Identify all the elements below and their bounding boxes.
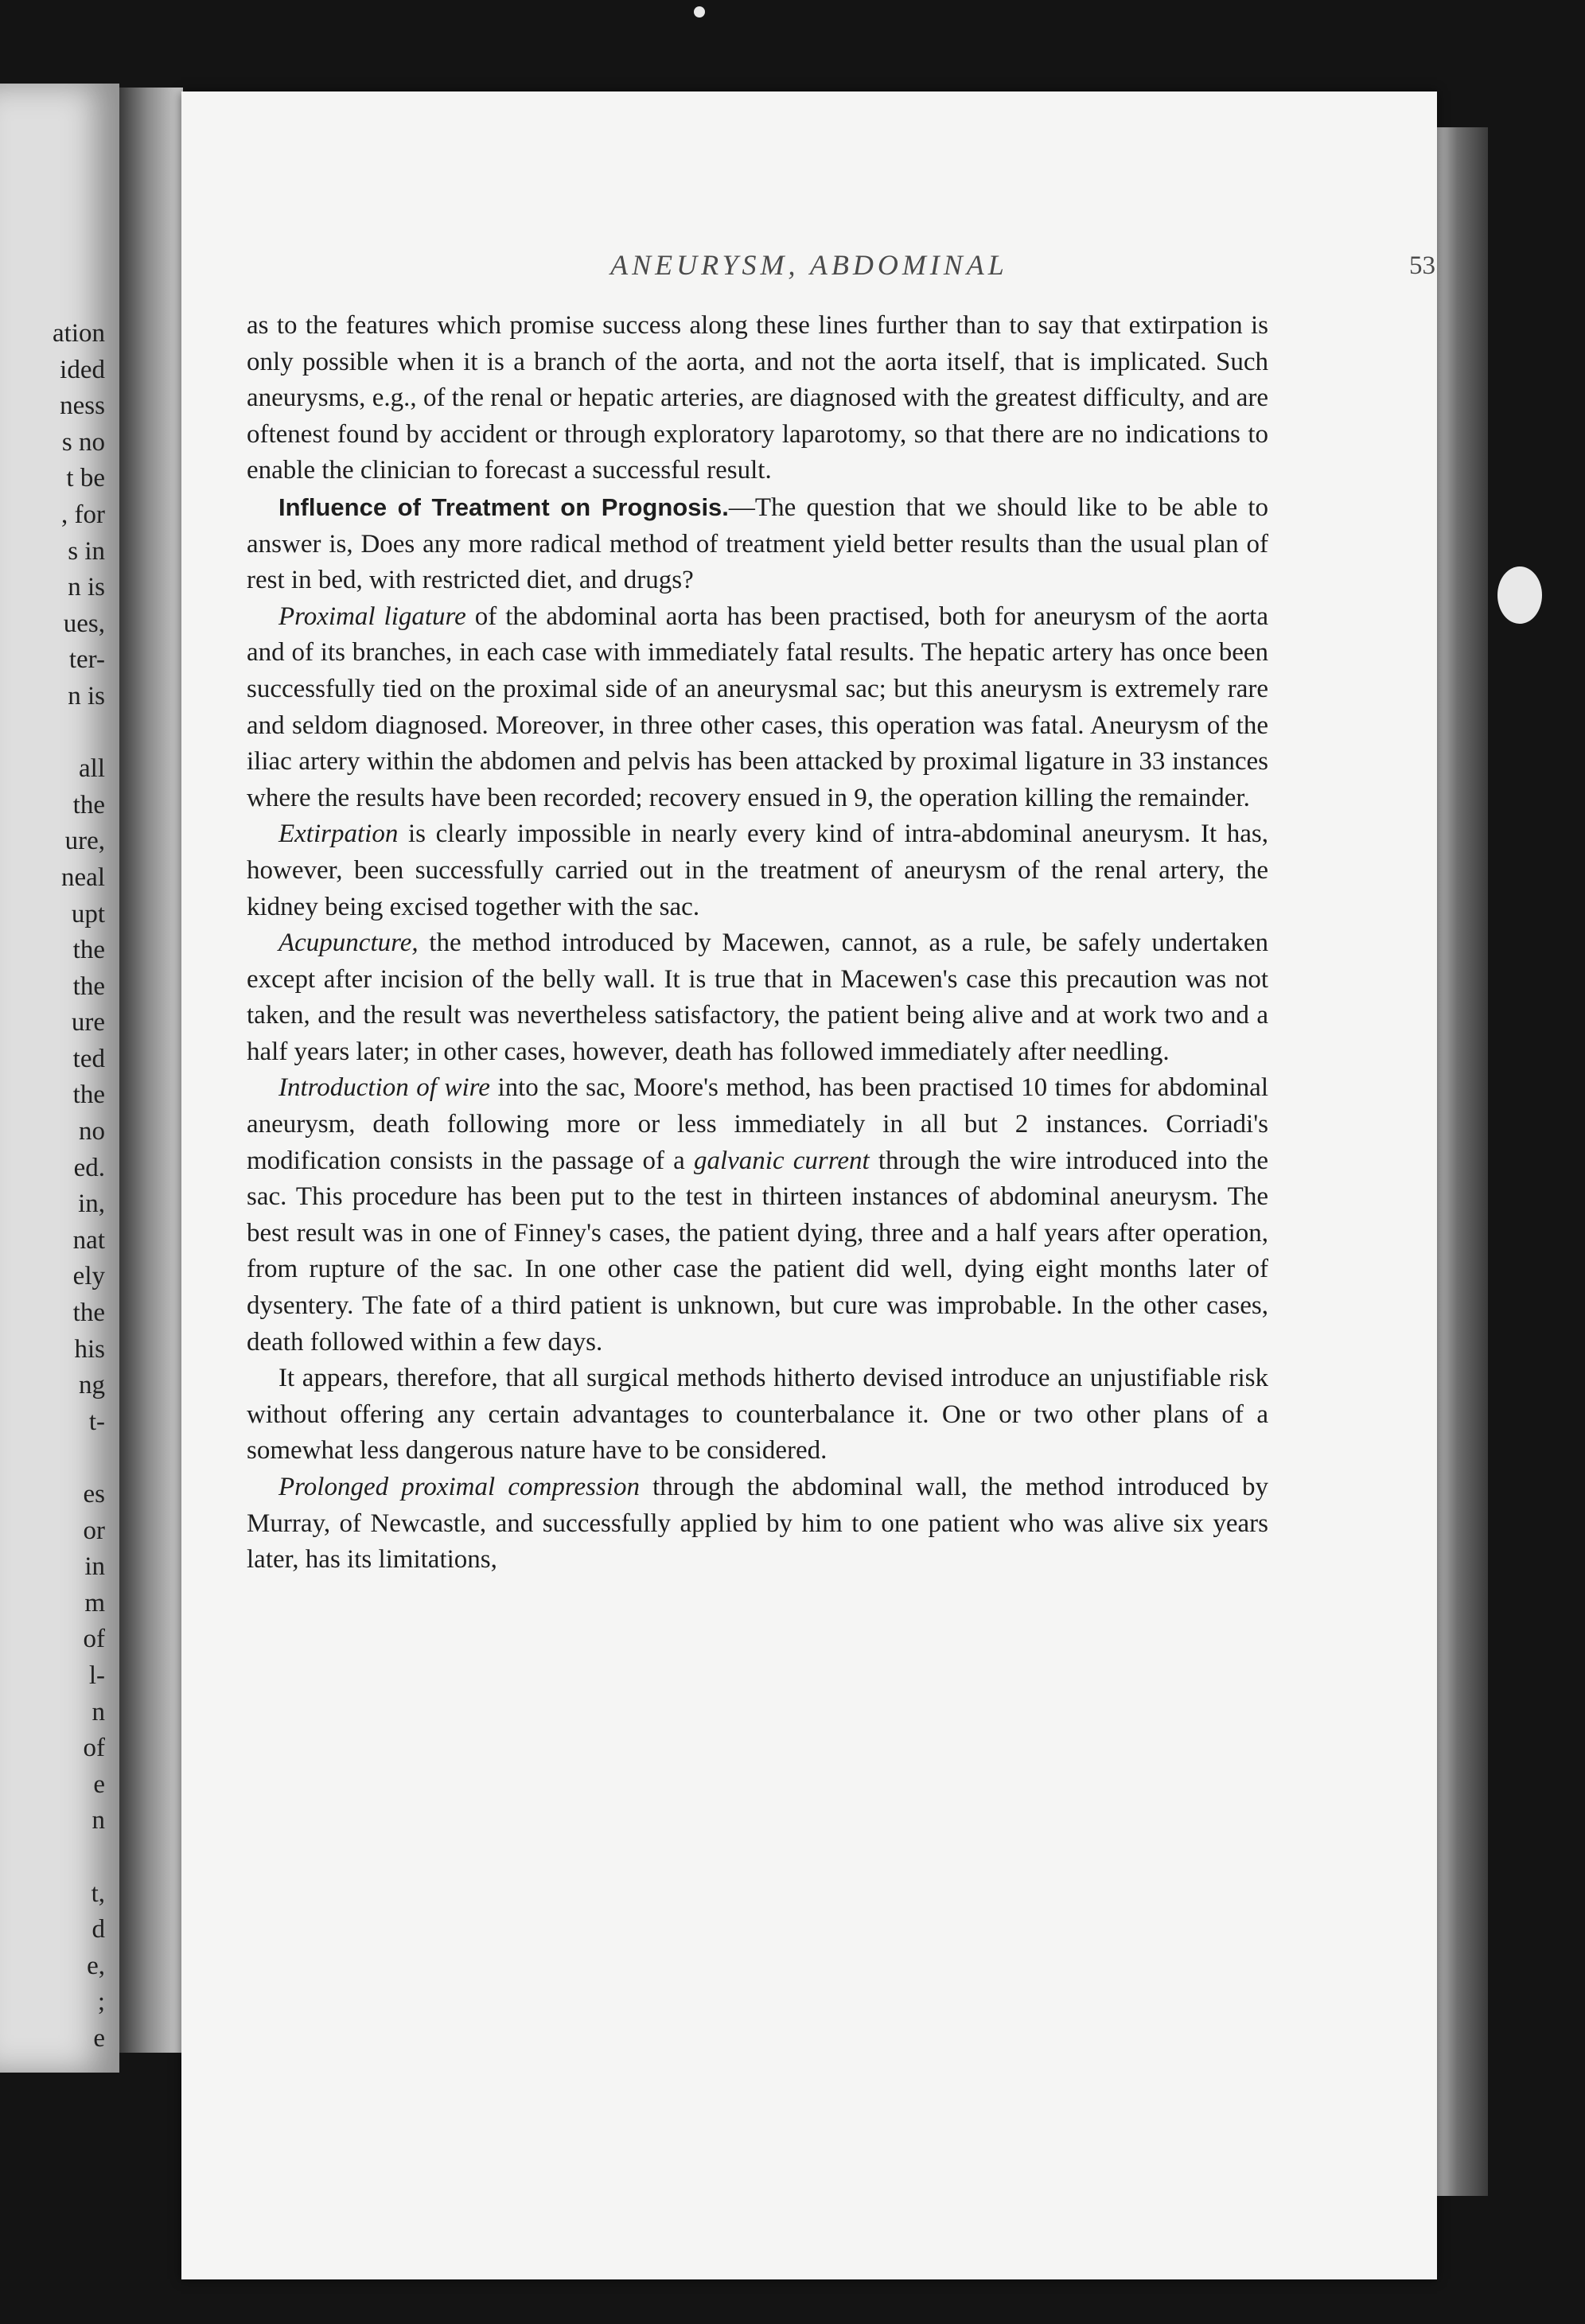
facing-page-line: t be <box>66 464 105 493</box>
emphasis: galvanic current <box>693 1146 870 1175</box>
paragraph-lead: Proximal ligature <box>278 601 466 631</box>
facing-page-line: d <box>92 1915 105 1944</box>
facing-page-line: or <box>83 1516 105 1545</box>
facing-page-line: ; <box>97 1987 105 2017</box>
paragraph-text: of the abdominal aorta has been practised, both for aneurysm of the aorta and of its branches, in each case with immediately fatal results. The hepatic artery has once been successfully tied on the proximal side of an aneurysmal sac; but this aneurysm is extremely rare and seldom diagnosed. Moreover, in three other cases, this operation was fatal. Aneurysm of the iliac artery within the abdomen and pelvis has been attacked by proximal ligature in 33 instances where the results have been recorded; recovery ensued in 9, the operation killing the remainder. <box>247 601 1268 812</box>
facing-page-line: s no <box>61 427 105 457</box>
facing-page-line: n is <box>68 573 105 602</box>
book-gutter <box>119 88 183 2053</box>
page-number: 53 <box>1409 251 1435 280</box>
facing-page-line <box>53 1440 105 1477</box>
running-title: ANEURYSM, ABDOMINAL <box>610 249 1008 281</box>
paragraph-lead: Introduction of wire <box>278 1073 490 1103</box>
facing-page-line: t, <box>91 1878 105 1908</box>
paragraph-lead: Extirpation <box>278 819 399 849</box>
dust-speck <box>694 6 705 18</box>
facing-page-line: the <box>72 936 105 965</box>
paragraph-text: through the wire introduced into the sac. This procedure has been put to the test in thirteen instances of abdominal aneurysm. The best result was in one of Finney's cases, the patient dying, three and a half years after operation, from rupture of the sac. In one other case the patient did well, dying eight months later of dysentery. The fate of a third patient is unknown, but cure was improbable. In the other cases, death followed within a few days. <box>247 1146 1268 1357</box>
facing-page-line: ation <box>53 319 105 348</box>
facing-page-line: ness <box>60 391 105 421</box>
section-heading: Influence of Treatment on Prognosis. <box>278 492 729 521</box>
paragraph-lead: Prolonged proximal compression <box>278 1473 640 1501</box>
facing-page-line: ng <box>79 1371 105 1400</box>
facing-page-line: m <box>84 1588 105 1617</box>
facing-page-line: the <box>72 1298 105 1328</box>
paragraph-text: through the abdominal wall, the method introduced by Murray, of Newcastle, and successfully applied by him to one patient who was alive six years later, has its limitations, <box>247 1473 1268 1575</box>
facing-page-line: in, <box>78 1189 105 1219</box>
facing-page-line: e <box>93 1769 105 1799</box>
facing-page-line: ed. <box>73 1153 105 1182</box>
paragraph-compression <box>247 1470 1268 1579</box>
paragraph-text: —The question that we should like to be able to answer is, Does any more radical method of treatment yield better results than the usual plan of rest in bed, with restricted diet, and drugs? <box>247 492 1268 595</box>
book-page <box>181 91 1437 2279</box>
facing-page-line: e <box>93 2023 105 2053</box>
facing-page-line: n <box>92 1806 105 1835</box>
facing-page-line: s in <box>68 536 105 566</box>
paper-flake <box>1497 566 1542 624</box>
facing-page-line: ided <box>60 355 105 384</box>
facing-page-line: ter- <box>68 645 105 675</box>
facing-page-line: n is <box>68 681 105 710</box>
facing-page-line: the <box>72 1080 105 1110</box>
page-edges <box>1437 127 1488 2196</box>
facing-page-line: t- <box>88 1407 105 1436</box>
paragraph-wire <box>247 1070 1268 1361</box>
facing-page-line: e, <box>87 1951 105 1980</box>
facing-page-line: ted <box>72 1044 105 1073</box>
facing-page-line: all <box>79 754 105 784</box>
facing-page-line: his <box>74 1334 105 1364</box>
facing-page-line: neal <box>61 862 105 892</box>
running-head <box>181 240 1437 288</box>
facing-page-line: l- <box>88 1660 105 1690</box>
facing-page-text <box>53 316 105 2057</box>
facing-page-line: of <box>83 1734 105 1763</box>
facing-page-line: the <box>72 971 105 1001</box>
facing-page-line: ure <box>71 1008 105 1037</box>
facing-page-line: ues, <box>63 609 105 638</box>
paragraph-text: is clearly impossible in nearly every kind of intra-abdominal aneurysm. It has, however, been successfully carried out in the treatment of aneurysm of the renal artery, the kidney being excised together with the sac. <box>247 819 1268 921</box>
facing-page-line: no <box>79 1117 105 1146</box>
paragraph-text: into the sac, Moore's method, has been practised 10 times for abdominal aneurysm, death following more or less immediately in all but 2 instances. Corriadi's modification consists in the passage of a <box>247 1073 1268 1175</box>
paragraph-extirpation <box>247 816 1268 925</box>
facing-page-line: upt <box>71 899 105 928</box>
facing-page-line: of <box>83 1625 105 1654</box>
facing-page <box>0 84 119 2073</box>
facing-page-line: es <box>83 1480 105 1508</box>
facing-page-line: nat <box>72 1225 105 1255</box>
paragraph-acupuncture <box>247 925 1268 1070</box>
paragraph-continuation: as to the features which promise success along these lines further than to say that extirpation is only possible when it is a branch of the aorta, and not the aorta itself, that is implicated. Such aneurysms, e.g., of the renal or hepatic arteries, are diagnosed with the greatest difficulty, and are oftenest found by accident or through exploratory laparotomy, so that there are no indications to enable the clinician to forecast a successful result. <box>247 311 1268 485</box>
paragraph-prognosis <box>247 489 1268 599</box>
facing-page-line: in <box>84 1552 105 1582</box>
paragraph-lead: Acupuncture, <box>278 928 419 958</box>
facing-page-line: the <box>72 790 105 819</box>
paragraph-conclusion: It appears, therefore, that all surgical methods hitherto devised introduce an unjustifiable risk without offering any certain advantages to counterbalance it. One or two other plans of a somewhat less dangerous nature have to be considered. <box>247 1364 1268 1466</box>
facing-page-line: ely <box>72 1262 105 1291</box>
facing-page-line: , for <box>61 500 105 529</box>
facing-page-line: n <box>92 1697 105 1726</box>
facing-page-line <box>53 715 105 752</box>
page-body <box>247 308 1268 1579</box>
paragraph-text: the method introduced by Macewen, cannot, as a rule, be safely undertaken except after incision of the belly wall. It is true that in Macewen's case this precaution was not taken, and the result was nevertheless satisfactory, the patient being alive and at work two and a half years later; in other cases, however, death has followed immediately after needling. <box>247 928 1268 1066</box>
facing-page-line <box>53 1839 105 1876</box>
facing-page-line: ure, <box>64 827 105 856</box>
paragraph-proximal-ligature <box>247 599 1268 817</box>
